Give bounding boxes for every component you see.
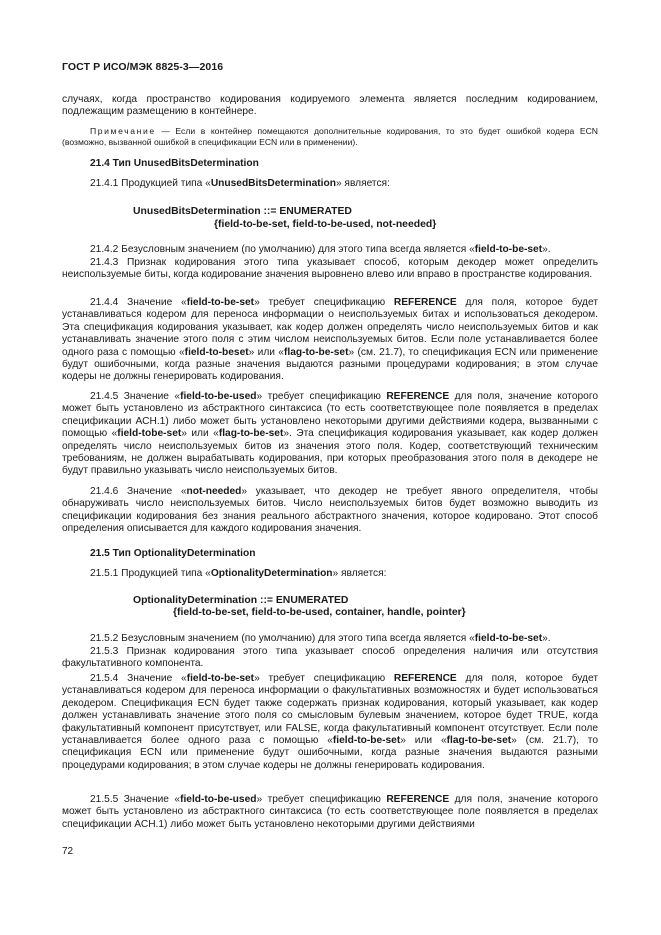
paragraph-21-4-5: 21.4.5 Значение «field-to-be-used» требует спецификацию REFERENCE для поля, значение которого может быть установлено из абстрактного синтаксиса (то есть соответствующее поле появляется в пределах спецификации АСН.1) либо может быть установлено некоторыми другими действиями кодера, вызванными с помощью «field-tobe-set» или «flag-to-be-set». Эта спецификация кодирования указывает, как кодер должен определять число неиспользуемых битов из значения этого поля. Кодер, соответствующий техническим требованиям, не должен вырабатывать кодирования, при которых преобразования этого поля в декодере не будут правильно указывать число неиспользуемых битов. [62, 391, 599, 477]
note-label: Примечание [90, 126, 156, 136]
paragraph-21-5-4: 21.5.4 Значение «field-to-be-set» требует спецификацию REFERENCE для поля, которое будет устанавливаться кодером для переноса информации о факультативных возможностях и будет использоваться декодером. Спецификация ECN будет также содержать признак кодирования, который указывает, как кодер должен устанавливать значение этого поля со смысловым булевым значением, которое будет TRUE, когда факультативный компонент присутствует, или FALSE, когда факультативный компонент отсутствует. Если поле устанавливается более одного раза с помощью «field-to-be-set» или «flag-to-be-set» (см. 21.7), то спецификация ECN или применение будут ошибочными, когда разные значения выдаются разными процедурами кодирования; в этом случае кодеры не должны генерировать кодирования. [62, 673, 598, 771]
paragraph-21-5-3: 21.5.3 Признак кодирования этого типа указывает способ определения наличия или отсутствия факультативного компонента. [62, 646, 598, 670]
continuation-paragraph: случаях, когда пространство кодирования кодируемого элемента является последним кодированием, подлежащим размещению в контейнере. [62, 94, 598, 118]
section-heading-21-5: 21.5 Тип OptionalityDetermination [90, 548, 256, 559]
section-heading-21-4: 21.4 Тип UnusedBitsDetermination [90, 158, 259, 169]
note-text: — Если в контейнер помещаются дополнительные кодирования, то это будет ошибкой кодера ECN (возможно, вызванной ошибкой в спецификации ECN или в применении). [62, 126, 598, 147]
paragraph-21-4-6: 21.4.6 Значение «not-needed» указывает, что декодер не требует явного определителя, чтобы обнаруживать число неиспользуемых битов. Число неиспользуемых битов будет возможно выводить из спецификации кодирования без знания реального абстрактного значения, которое кодировано. Этот способ определения описывается для каждого кодирования значения. [62, 486, 598, 535]
paragraph-21-4-1: 21.4.1 Продукцией типа «UnusedBitsDetermination» является: [90, 178, 390, 189]
paragraph-21-5-2: 21.5.2 Безусловным значением (по умолчанию) для этого типа всегда является «field-to-be-set». [90, 633, 551, 644]
code-line-optionality-values: {field-to-be-set, field-to-be-used, container, handle, pointer} [173, 607, 466, 618]
document-header: ГОСТ Р ИСО/МЭК 8825-3—2016 [62, 61, 224, 73]
paragraph-21-4-4: 21.4.4 Значение «field-to-be-set» требует спецификацию REFERENCE для поля, которое будет устанавливаться кодером для переноса информации о неиспользуемых битах и использоваться декодером. Эта спецификация кодирования указывает, как кодер должен определять число неиспользуемых битов и как устанавливать значение этого поля с этим числом неиспользуемых битов. Если поле устанавливается более одного раза с помощью «field-to-beset» или «flag-to-be-set» (см. 21.7), то спецификация ECN или применение будут ошибочными, когда разные значения выдаются разными процедурами кодирования; в этом случае кодеры не должны генерировать кодирования. [62, 297, 598, 383]
paragraph-21-5-5: 21.5.5 Значение «field-to-be-used» требует спецификацию REFERENCE для поля, значение которого может быть установлено из абстрактного синтаксиса (то есть соответствующее поле появляется в пределах спецификации АСН.1) либо может быть установлено некоторыми другими действиями [62, 794, 599, 830]
note-paragraph [62, 126, 598, 148]
code-line-unusedbits: UnusedBitsDetermination ::= ENUMERATED [133, 206, 352, 217]
code-line-unusedbits-values: {field-to-be-set, field-to-be-used, not-needed} [214, 219, 437, 230]
paragraph-21-5-1: 21.5.1 Продукцией типа «OptionalityDetermination» является: [90, 568, 387, 579]
code-line-optionality: OptionalityDetermination ::= ENUMERATED [133, 595, 349, 606]
paragraph-21-4-3: 21.4.3 Признак кодирования этого типа указывает способ, которым декодер может определить неиспользуемые биты, когда кодирование значения выровнено влево или вправо в пространстве кодирования. [62, 257, 598, 281]
page-number: 72 [62, 846, 74, 857]
paragraph-21-4-2: 21.4.2 Безусловным значением (по умолчанию) для этого типа всегда является «field-to-be-set». [90, 244, 551, 255]
